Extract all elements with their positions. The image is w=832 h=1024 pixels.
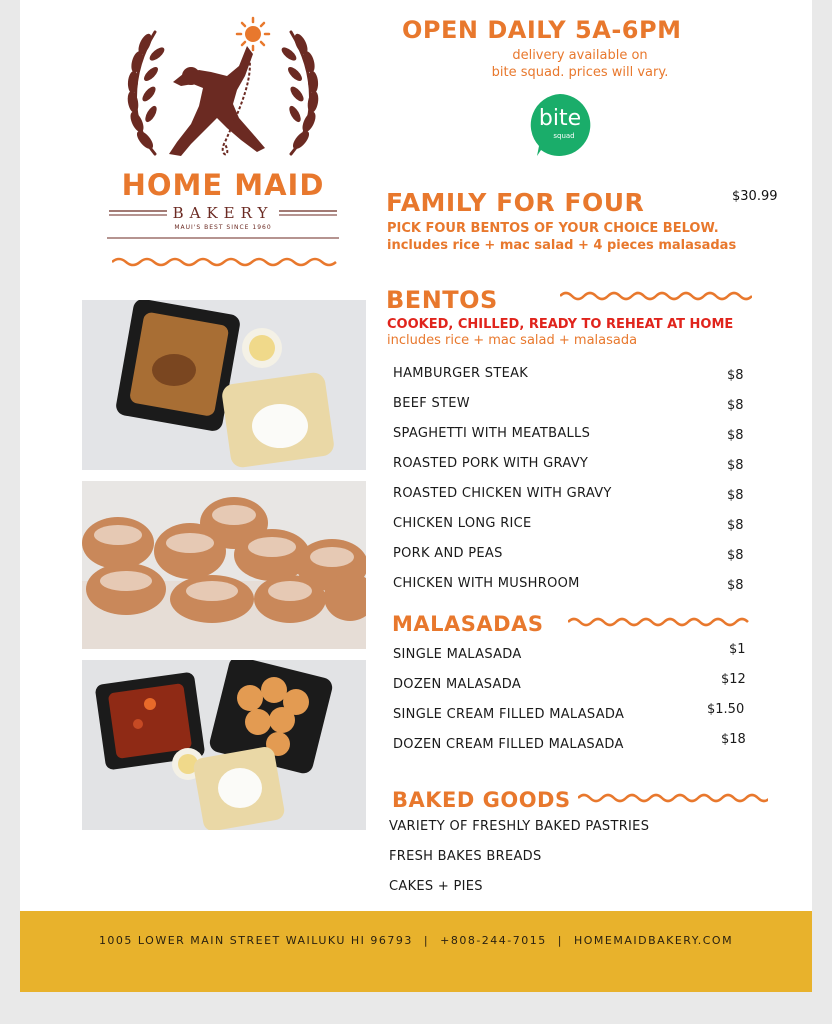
opening-hours: OPEN DAILY 5A-6PM — [402, 16, 682, 44]
bento-item-price: $8 — [727, 458, 744, 473]
family-title: FAMILY FOR FOUR — [386, 188, 645, 217]
bento-item-price: $8 — [727, 548, 744, 563]
bentos-title: BENTOS — [386, 286, 498, 314]
bento-photo-image — [82, 300, 366, 470]
bento-item-name: CHICKEN WITH MUSHROOM — [393, 576, 580, 591]
malasadas-title: MALASADAS — [392, 612, 544, 636]
footer-website[interactable]: HOMEMAIDBAKERY.COM — [573, 934, 734, 947]
delivery-note — [440, 47, 720, 81]
baked-item: CAKES + PIES — [389, 879, 483, 894]
bento-item-name: HAMBURGER STEAK — [393, 366, 529, 381]
bento-item-name: ROASTED PORK WITH GRAVY — [393, 456, 589, 471]
family-instructions: PICK FOUR BENTOS OF YOUR CHOICE BELOW. — [387, 221, 719, 236]
logo-squiggle — [112, 256, 344, 268]
logo-subtitle: BAKERY — [172, 204, 274, 222]
bento-item-price: $8 — [727, 488, 744, 503]
malasadas-photo — [82, 481, 366, 649]
malasadas-squiggle — [568, 616, 754, 628]
footer-separator: | — [423, 934, 430, 947]
bento-item-price: $8 — [727, 368, 744, 383]
malasada-item-price: $12 — [721, 672, 746, 687]
footer-phone[interactable]: +808-244-7015 — [440, 934, 547, 947]
bento-photo — [82, 300, 366, 470]
malasada-item-price: $1.50 — [707, 702, 745, 717]
footer-contact — [20, 934, 812, 947]
malasada-item-name: SINGLE MALASADA — [393, 647, 522, 662]
bento-item-price: $8 — [727, 428, 744, 443]
bite-logo-sub: squad — [553, 132, 575, 140]
delivery-line-1: delivery available on — [512, 48, 648, 63]
malasada-item-price: $18 — [721, 732, 746, 747]
bentos-note: COOKED, CHILLED, READY TO REHEAT AT HOME — [387, 317, 734, 332]
baked-item: FRESH BAKES BREADS — [389, 849, 542, 864]
baked-goods-squiggle — [578, 792, 768, 804]
baked-item: VARIETY OF FRESHLY BAKED PASTRIES — [389, 819, 650, 834]
logo-title: HOME MAID — [121, 168, 325, 202]
delivery-line-2: bite squad. prices will vary. — [491, 65, 669, 80]
bento-item-price: $8 — [727, 578, 744, 593]
family-includes: includes rice + mac salad + 4 pieces malasadas — [387, 238, 737, 253]
logo-tagline: MAUI'S BEST SINCE 1960 — [174, 224, 272, 231]
bento-item-name: ROASTED CHICKEN WITH GRAVY — [393, 486, 612, 501]
malasada-item-name: DOZEN CREAM FILLED MALASADA — [393, 737, 624, 752]
bento-item-price: $8 — [727, 398, 744, 413]
bento-item-name: PORK AND PEAS — [393, 546, 503, 561]
bakery-logo — [107, 14, 339, 274]
logo-underline — [107, 236, 339, 240]
footer-bar — [20, 911, 812, 992]
footer-address: 1005 LOWER MAIN STREET WAILUKU HI 96793 — [98, 934, 413, 947]
bento-item-name: SPAGHETTI WITH MEATBALLS — [393, 426, 591, 441]
malasadas-photo-image — [82, 481, 366, 649]
bento-item-name: CHICKEN LONG RICE — [393, 516, 532, 531]
malasada-item-name: SINGLE CREAM FILLED MALASADA — [393, 707, 625, 722]
bento-spread-photo — [82, 660, 366, 830]
bento-spread-photo-image — [82, 660, 366, 830]
family-price: $30.99 — [732, 189, 778, 204]
baked-goods-title: BAKED GOODS — [392, 788, 571, 812]
bentos-squiggle — [560, 290, 752, 302]
bite-logo-word: bite — [538, 106, 582, 131]
bento-item-price: $8 — [727, 518, 744, 533]
bite-squad-logo[interactable] — [527, 92, 593, 158]
bentos-includes: includes rice + mac salad + malasada — [387, 333, 638, 348]
footer-separator: | — [557, 934, 563, 947]
sun-icon — [237, 18, 269, 50]
malasada-item-name: DOZEN MALASADA — [393, 677, 522, 692]
malasada-item-price: $1 — [729, 642, 746, 657]
bento-item-name: BEEF STEW — [393, 396, 470, 411]
